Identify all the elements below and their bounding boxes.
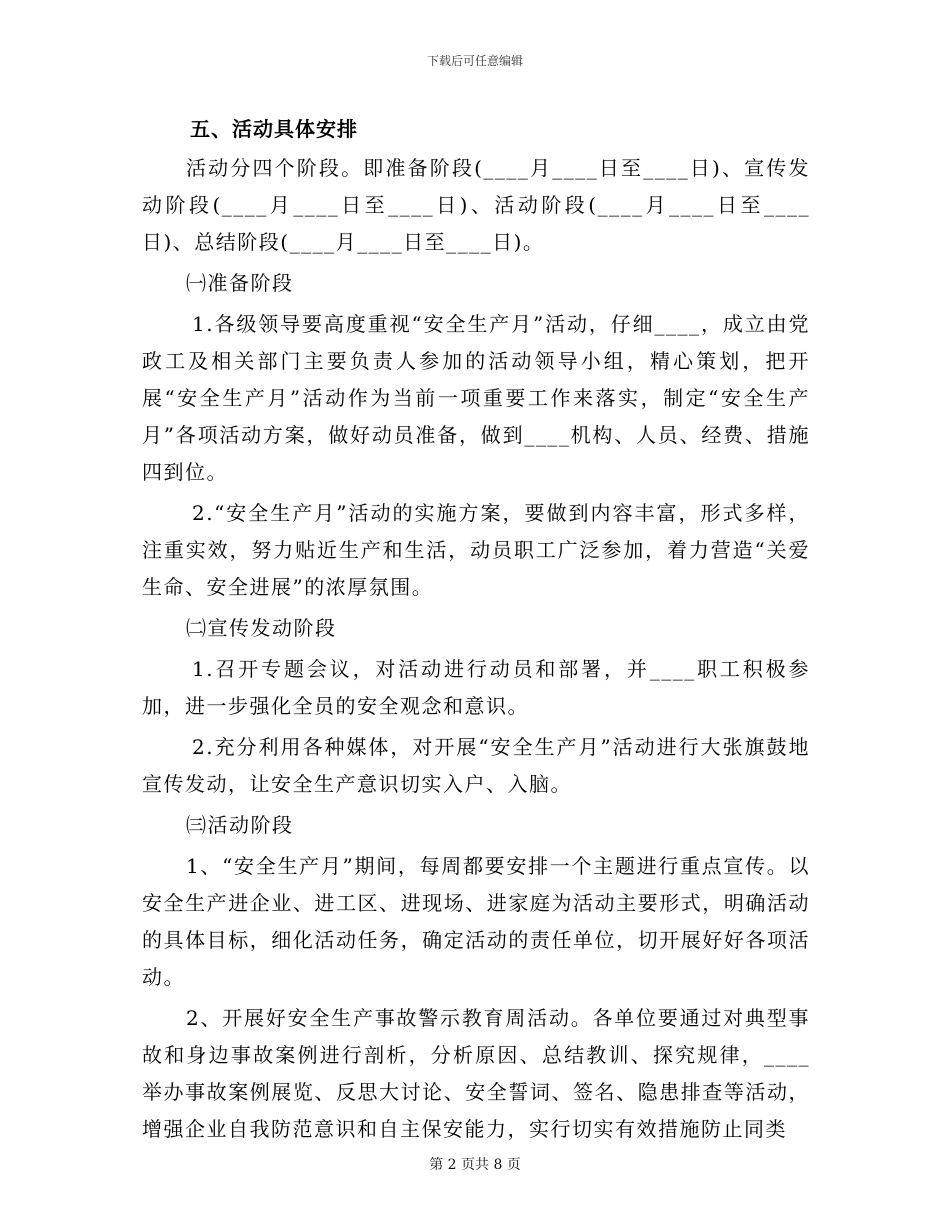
section-intro-paragraph: 活动分四个阶段。即准备阶段(____月____日至____日)、宣传发动阶段(____月____日至____日)、活动阶段(____月____日至____日)、总结阶段(____月____日至____日)。 [142,156,810,254]
document-body [142,111,810,1148]
page-header: 下载后可任意编辑 [426,54,523,68]
phase2-title: ㈡宣传发动阶段 [186,616,337,640]
phase1-item1-paragraph: 1.各级领导要高度重视“安全生产月”活动，仔细____，成立由党政工及相关部门主要负责人参加的活动领导小组，精心策划，把开展“安全生产月”活动作为当前一项重要工作来落实，制定“安全生产月”各项活动方案，做好动员准备，做到____机构、人员、经费、措施四到位。 [142,312,810,484]
phase1-title: ㈠准备阶段 [186,271,294,295]
phase3-item1-paragraph: 1、“安全生产月”期间，每周都要安排一个主题进行重点宣传。以安全生产进企业、进工区、进现场、进家庭为活动主要形式，明确活动的具体目标，细化活动任务，确定活动的责任单位，切开展好好各项活动。 [142,854,810,989]
phase2-item1-paragraph: 1.召开专题会议，对活动进行动员和部署，并____职工积极参加，进一步强化全员的安全观念和意识。 [142,657,810,718]
page-footer: 第 2 页共 8 页 [429,1157,521,1173]
phase1-item2-paragraph: 2.“安全生产月”活动的实施方案，要做到内容丰富，形式多样，注重实效，努力贴近生产和生活，动员职工广泛参加，着力营造“关爱生命、安全进展”的浓厚氛围。 [142,501,810,599]
phase3-item2-paragraph: 2、开展好安全生产事故警示教育周活动。各单位要通过对典型事故和身边事故案例进行剖析，分析原因、总结教训、探究规律，____举办事故案例展览、反思大讨论、安全誓词、签名、隐患排查等活动，增强企业自我防范意识和自主保安能力，实行切实有效措施防止同类 [142,1006,810,1141]
phase3-title: ㈢活动阶段 [186,813,294,837]
phase2-item2-paragraph: 2.充分利用各种媒体，对开展“安全生产月”活动进行大张旗鼓地宣传发动，让安全生产意识切实入户、入脑。 [142,735,810,796]
section-title: 五、活动具体安排 [190,117,358,141]
